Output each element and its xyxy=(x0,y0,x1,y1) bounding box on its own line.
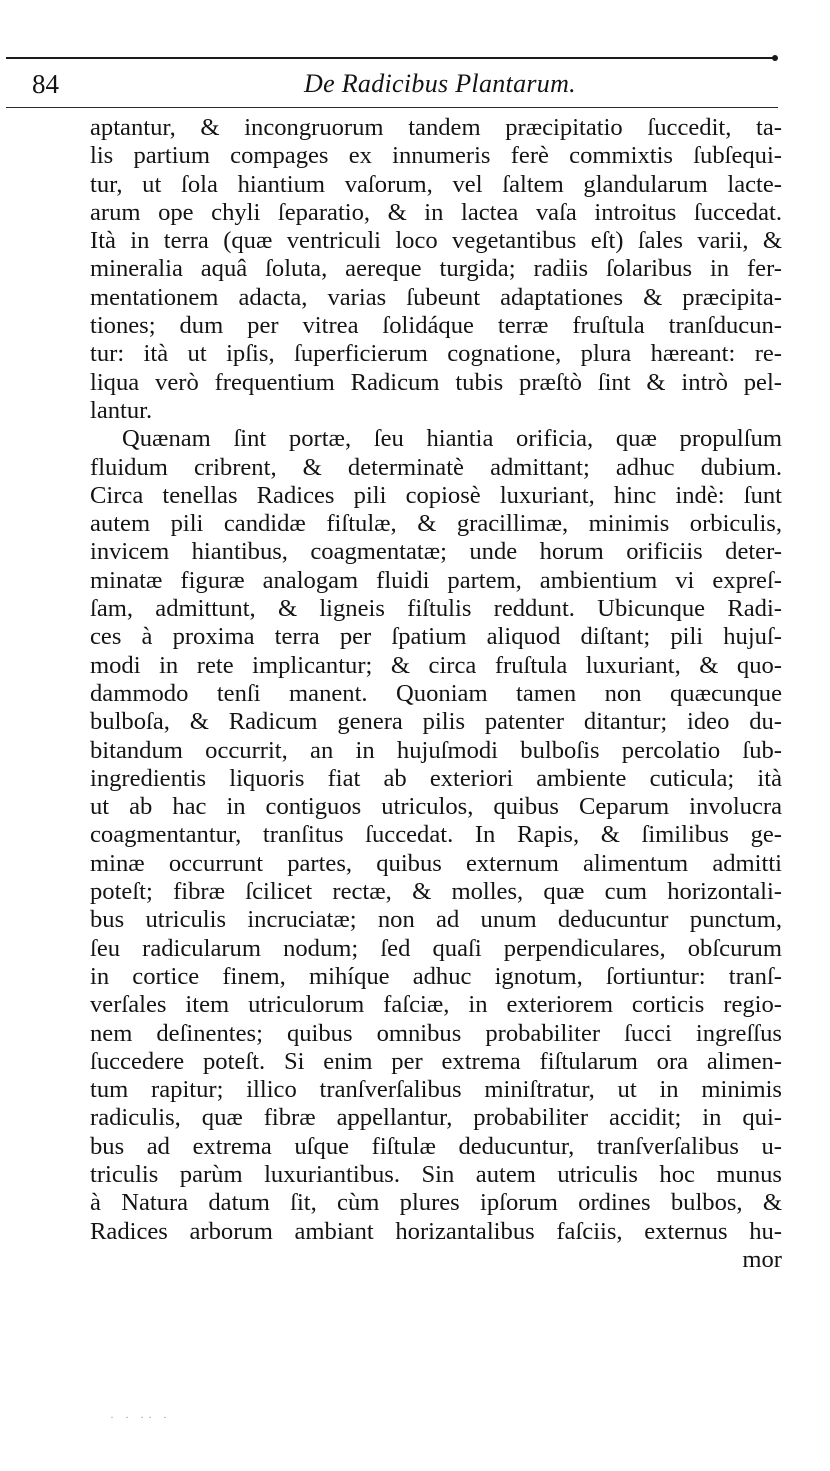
running-head: De Radicibus Plantarum. xyxy=(304,69,576,98)
text-line: bus utriculis incruciatæ; non ad unum deducuntur punctum, xyxy=(90,906,782,934)
text-line: ſeu radicularum nodum; ſed quaſi perpendiculares, obſcurum xyxy=(90,934,782,962)
text-line: ingredientis liquoris fiat ab exteriori ambiente cuticula; ità xyxy=(90,764,782,792)
page-number: 84 xyxy=(32,69,59,99)
text-line: Ità in terra (quæ ventriculi loco vegetantibus eſt) ſales varii, & xyxy=(90,227,782,255)
text-line: ſam, admittunt, & ligneis fiſtulis reddunt. Ubicunque Radi- xyxy=(90,595,782,623)
text-line: mentationem adacta, varias ſubeunt adaptationes & præcipita- xyxy=(90,283,782,311)
text-line: tur, ut ſola hiantium vaſorum, vel ſaltem glandularum lacte- xyxy=(90,170,782,198)
text-line: in cortice finem, mihíque adhuc ignotum, ſortiuntur: tranſ- xyxy=(90,962,782,990)
paper-specks: · · ·· · xyxy=(110,1410,171,1424)
text-line: mineralia aquâ ſoluta, aereque turgida; radiis ſolaribus in fer- xyxy=(90,255,782,283)
text-line: tiones; dum per vitrea ſolidáque terræ fruſtula tranſducun- xyxy=(90,312,782,340)
header-rule-bottom xyxy=(6,107,778,108)
header-rule-top xyxy=(6,57,776,59)
text-line: bus ad extrema uſque fiſtulæ deducuntur, tranſverſalibus u- xyxy=(90,1132,782,1160)
text-line: arum ope chyli ſeparatio, & in lactea vaſa introitus ſuccedat. xyxy=(90,198,782,226)
text-line: à Natura datum ſit, cùm plures ipſorum ordines bulbos, & xyxy=(90,1189,782,1217)
text-line: lantur. xyxy=(90,396,153,424)
text-line: minatæ figuræ analogam fluidi partem, ambientium vi expreſ- xyxy=(90,566,782,594)
text-line: triculis parùm luxuriantibus. Sin autem utriculis hoc munus xyxy=(90,1160,782,1188)
text-line: modi in rete implicantur; & circa fruſtula luxuriant, & quo- xyxy=(90,651,782,679)
text-line: poteſt; fibræ ſcilicet rectæ, & molles, quæ cum horizontali- xyxy=(90,878,782,906)
text-line: bitandum occurrit, an in hujuſmodi bulboſis percolatio ſub- xyxy=(90,736,782,764)
text-line: coagmentantur, tranſitus ſuccedat. In Rapis, & ſimilibus ge- xyxy=(90,821,782,849)
text-line: ces à proxima terra per ſpatium aliquod diſtant; pili hujuſ- xyxy=(90,623,782,651)
text-line: fluidum cribrent, & determinatè admittant; adhuc dubium. xyxy=(90,453,782,481)
text-line: dammodo tenſi manent. Quoniam tamen non quæcunque xyxy=(90,679,782,707)
text-line: invicem hiantibus, coagmentatæ; unde horum orificiis deter- xyxy=(90,538,782,566)
paragraph-start-line: Quænam ſint portæ, ſeu hiantia orificia, quæ propulſum xyxy=(122,425,782,453)
text-line: nem deſinentes; quibus omnibus probabiliter ſucci ingreſſus xyxy=(90,1019,782,1047)
text-line: Radices arborum ambiant horizantalibus faſciis, externus hu- xyxy=(90,1217,782,1245)
text-line: autem pili candidæ fiſtulæ, & gracillimæ, minimis orbiculis, xyxy=(90,510,782,538)
body-text xyxy=(90,114,782,1274)
text-line: verſales item utriculorum faſciæ, in exteriorem corticis regio- xyxy=(90,991,782,1019)
text-line: lis partium compages ex innumeris ferè commixtis ſubſequi- xyxy=(90,142,782,170)
text-line: ut ab hac in contiguos utriculos, quibus Ceparum involucra xyxy=(90,793,782,821)
text-line: minæ occurrunt partes, quibus externum alimentum admitti xyxy=(90,849,782,877)
catchword: mor xyxy=(742,1245,782,1273)
text-line: radiculis, quæ fibræ appellantur, probabiliter accidit; in qui- xyxy=(90,1104,782,1132)
text-line: bulboſa, & Radicum genera pilis patenter ditantur; ideo du- xyxy=(90,708,782,736)
text-line: Circa tenellas Radices pili copiosè luxuriant, hinc indè: ſunt xyxy=(90,481,782,509)
text-line: ſuccedere poteſt. Si enim per extrema fiſtularum ora alimen- xyxy=(90,1047,782,1075)
text-line: liqua verò frequentium Radicum tubis præſtò ſint & intrò pel- xyxy=(90,368,782,396)
text-line: tur: ità ut ipſis, ſuperficierum cognatione, plura hæreant: re- xyxy=(90,340,782,368)
text-line: tum rapitur; illico tranſverſalibus miniſtratur, ut in minimis xyxy=(90,1076,782,1104)
text-line: aptantur, & incongruorum tandem præcipitatio ſuccedit, ta- xyxy=(90,114,782,141)
